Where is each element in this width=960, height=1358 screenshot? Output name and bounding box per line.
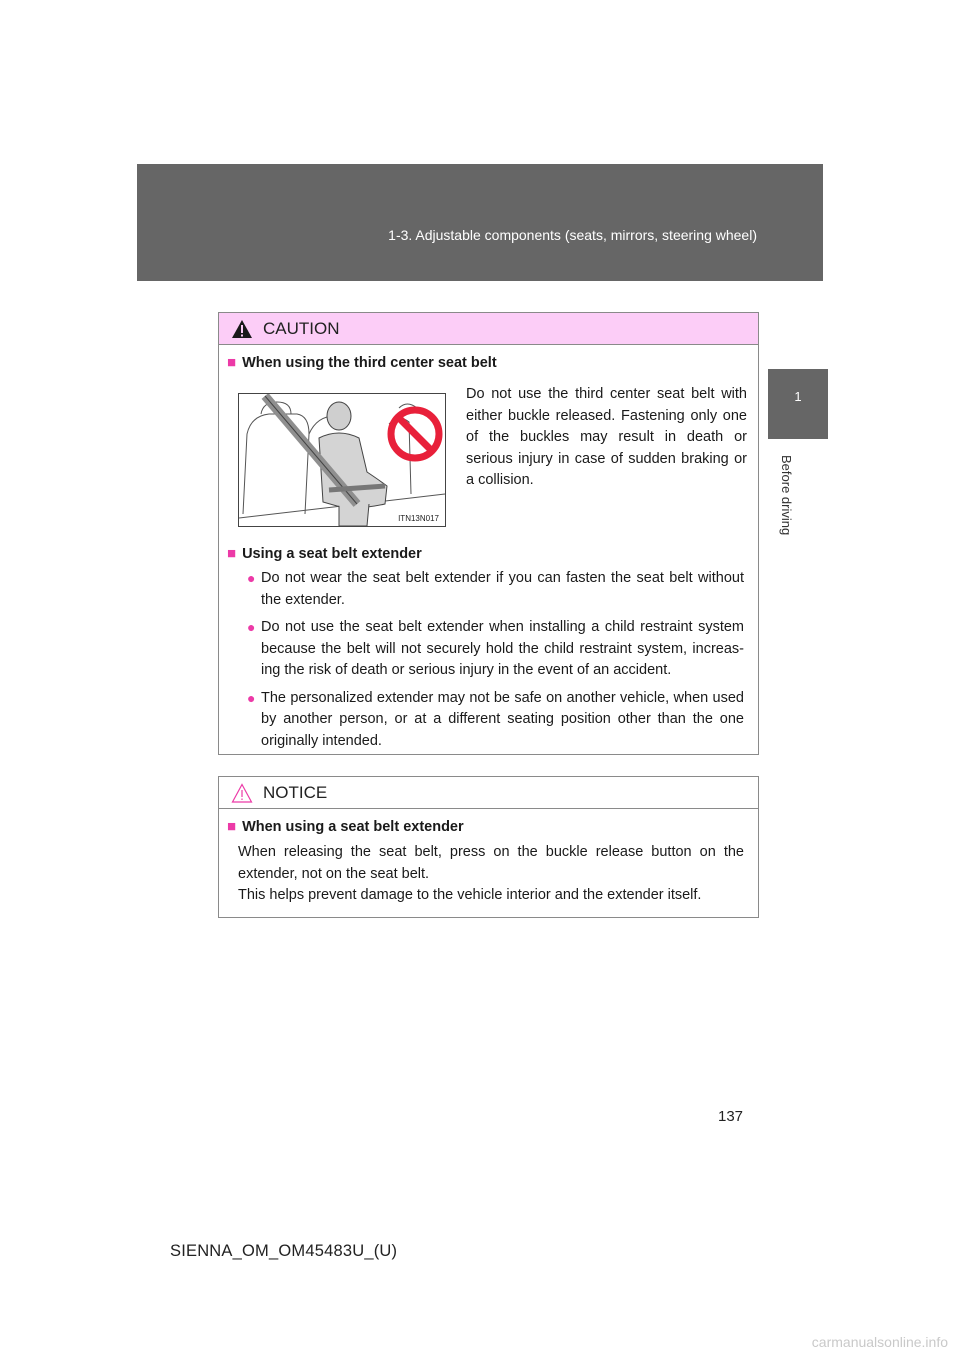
document-id: SIENNA_OM_OM45483U_(U)	[170, 1242, 398, 1260]
notice-text-1: When releasing the seat belt, press on the buckle release button on the extender, not on the seat belt.	[238, 844, 744, 882]
circle-bullet-icon: ●	[247, 619, 256, 635]
circle-bullet-icon: ●	[247, 570, 256, 586]
notice-text-2: This helps prevent damage to the vehicle interior and the extender itself.	[238, 887, 702, 903]
square-bullet-icon: ■	[227, 545, 237, 562]
page-number: 137	[718, 1108, 744, 1125]
third-center-belt-text: Do not use the third center seat belt with either buckle released. Fastening only one of the buckles may result in death or serious injury in case of sudden braking or a collision.	[466, 386, 747, 488]
seat-belt-drawing	[239, 394, 445, 526]
chapter-number: 1	[794, 389, 802, 404]
list-item: ● Do not use the seat belt extender when installing a child restraint system because the belt will not securely hold the child restraint system, increas-ing the risk of death or serious injury in the event of an accident.	[247, 617, 744, 682]
circle-bullet-icon: ●	[247, 689, 256, 706]
watermark: carmanualsonline.info	[811, 1334, 948, 1350]
illustration-code: ITN13N017	[398, 514, 439, 523]
header-band	[137, 164, 823, 281]
chapter-label: Before driving	[779, 455, 794, 536]
square-bullet-icon: ■	[227, 818, 237, 835]
seat-belt-illustration	[238, 393, 446, 527]
caution-title: CAUTION	[263, 318, 340, 338]
section-title: 1-3. Adjustable components (seats, mirrors, steering wheel)	[388, 227, 757, 243]
chapter-tab	[768, 369, 828, 439]
caution-heading-2: ■ Using a seat belt extender	[227, 545, 422, 562]
notice-heading: ■ When using a seat belt extender	[227, 818, 464, 835]
warning-triangle-icon	[231, 319, 253, 339]
caution-heading-1: ■ When using the third center seat belt	[227, 354, 497, 371]
notice-header	[219, 777, 758, 809]
list-item: ● Do not wear the seat belt extender if you can fasten the seat belt without the extender.	[247, 568, 744, 611]
caution-header	[219, 313, 758, 345]
caution-box	[218, 312, 759, 755]
warning-triangle-outline-icon	[231, 783, 253, 803]
square-bullet-icon: ■	[227, 354, 237, 371]
notice-title: NOTICE	[263, 782, 328, 802]
list-item: ● The personalized extender may not be safe on another vehicle, when used by another person, or at a different seating position other than the one originally intended.	[247, 688, 744, 753]
notice-box	[218, 776, 759, 918]
